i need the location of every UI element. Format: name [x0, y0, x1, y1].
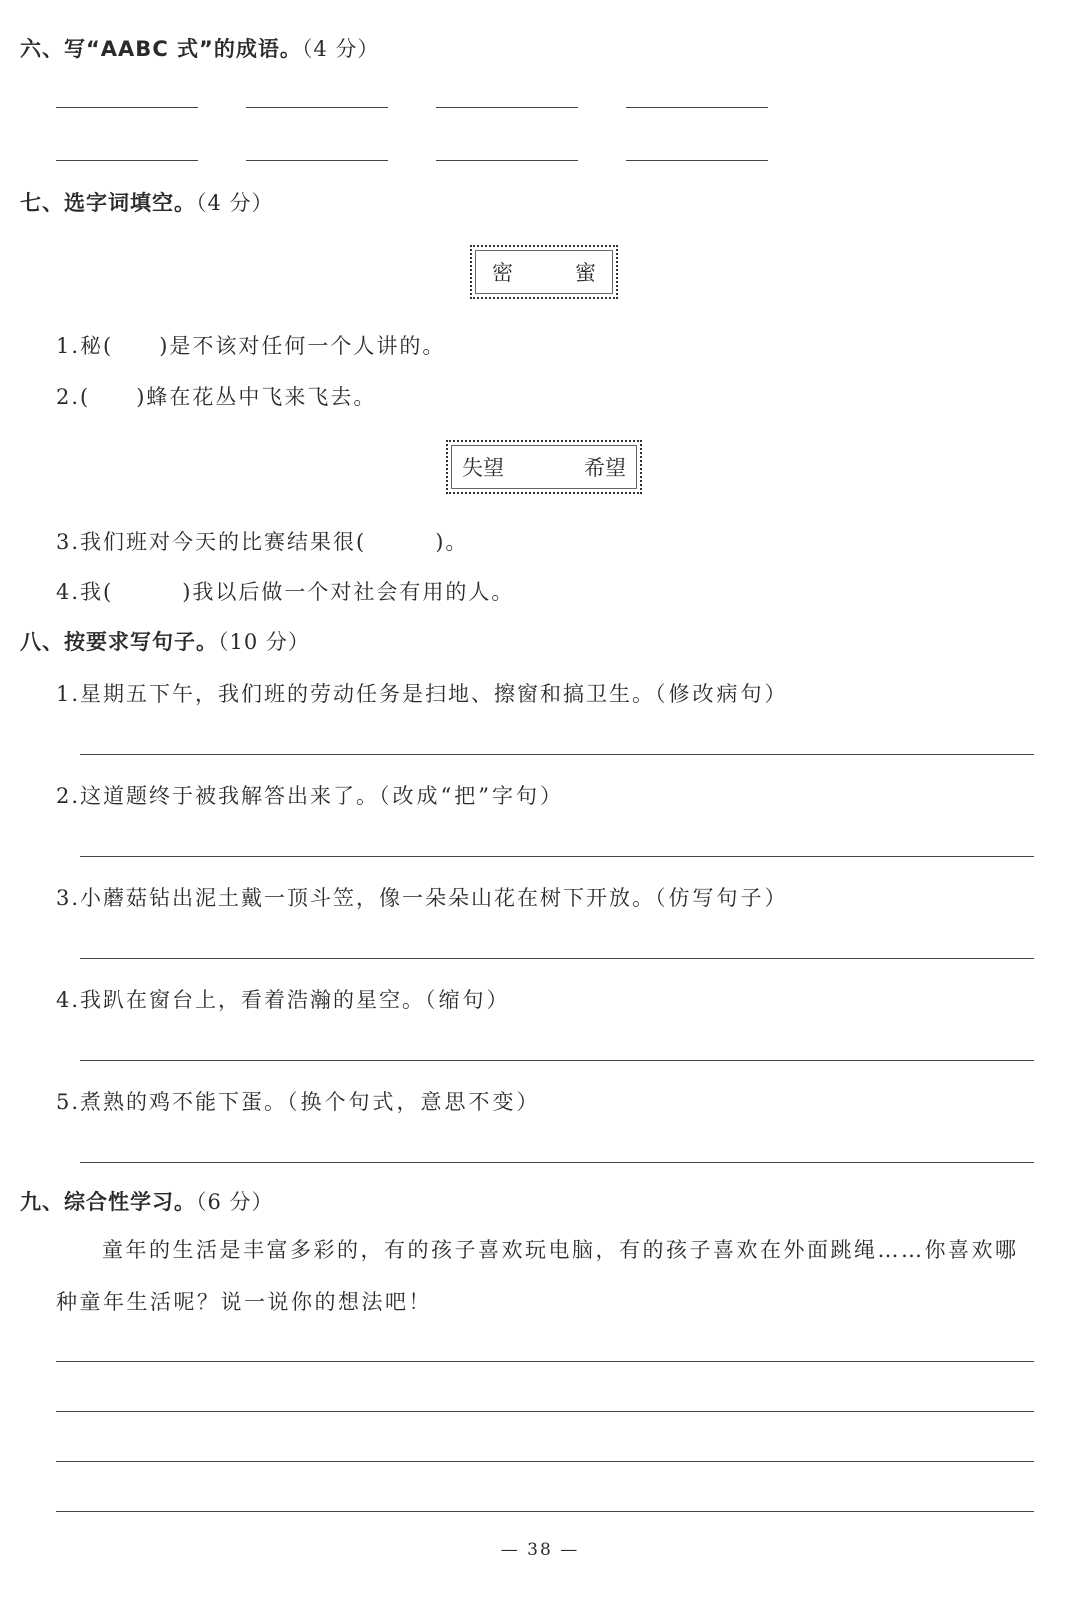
section-6-title: 六、写“AABC 式”的成语。	[20, 37, 302, 61]
sentence-task-text: 5.煮熟的鸡不能下蛋。	[56, 1090, 288, 1114]
section-9-points: （6 分）	[196, 1190, 274, 1214]
sentence-task-5	[56, 1086, 541, 1116]
sentence-task-4	[56, 984, 511, 1014]
essay-answer-line-2[interactable]	[56, 1411, 1034, 1412]
sentence-answer-line-4[interactable]	[80, 1060, 1034, 1061]
sentence-answer-line-2[interactable]	[80, 856, 1034, 857]
fill-question-3: 3.我们班对今天的比赛结果很( )。	[56, 530, 469, 554]
word-choice-box-1	[470, 245, 618, 299]
section-7-heading	[20, 187, 274, 217]
sentence-task-3	[56, 882, 789, 912]
sentence-answer-line-1[interactable]	[80, 754, 1034, 755]
section-9-title: 九、综合性学习。	[20, 1190, 196, 1214]
section-7-title: 七、选字词填空。	[20, 191, 196, 215]
word-choice-box-2	[446, 440, 642, 494]
comprehensive-prompt: 童年的生活是丰富多彩的，有的孩子喜欢玩电脑，有的孩子喜欢在外面跳绳……你喜欢哪种童年生活呢？说一说你的想法吧！	[56, 1238, 1019, 1314]
fill-question-1: 1.秘( )是不该对任何一个人讲的。	[56, 334, 446, 358]
word-option-mi: 密	[492, 261, 513, 285]
essay-answer-line-1[interactable]	[56, 1361, 1034, 1362]
sentence-task-2	[56, 780, 564, 810]
idiom-blank-6[interactable]	[246, 160, 388, 161]
section-8-title: 八、按要求写句子。	[20, 630, 218, 654]
idiom-blank-1[interactable]	[56, 107, 198, 108]
section-6-heading	[20, 33, 379, 63]
section-8-points: （10 分）	[218, 630, 310, 654]
fill-question-2: 2.( )蜂在花丛中飞来飞去。	[56, 385, 377, 409]
sentence-answer-line-5[interactable]	[80, 1162, 1034, 1163]
section-6-points: （4 分）	[301, 37, 380, 61]
section-9-heading	[20, 1186, 274, 1216]
idiom-blank-2[interactable]	[246, 107, 388, 108]
word-option-disappointed: 失望	[462, 456, 504, 480]
sentence-task-hint: （改成“把”字句）	[379, 784, 565, 808]
sentence-task-hint: （修改病句）	[655, 682, 789, 706]
idiom-blank-7[interactable]	[436, 160, 578, 161]
idiom-blank-4[interactable]	[626, 107, 768, 108]
section-8-heading	[20, 626, 310, 656]
sentence-answer-line-3[interactable]	[80, 958, 1034, 959]
word-option-hope: 希望	[584, 456, 626, 480]
idiom-blank-5[interactable]	[56, 160, 198, 161]
sentence-task-hint: （缩句）	[425, 988, 511, 1012]
essay-answer-line-3[interactable]	[56, 1461, 1034, 1462]
section-7-points: （4 分）	[196, 191, 274, 215]
sentence-task-text: 2.这道题终于被我解答出来了。	[56, 784, 380, 808]
idiom-blank-8[interactable]	[626, 160, 768, 161]
page-number: — 38 —	[500, 1540, 580, 1560]
essay-answer-line-4[interactable]	[56, 1511, 1034, 1512]
sentence-task-1	[56, 678, 789, 708]
sentence-task-text: 4.我趴在窗台上，看着浩瀚的星空。	[56, 988, 426, 1012]
sentence-task-hint: （换个句式，意思不变）	[287, 1090, 541, 1114]
fill-question-4: 4.我( )我以后做一个对社会有用的人。	[56, 580, 515, 604]
sentence-task-text: 3.小蘑菇钻出泥土戴一顶斗笠，像一朵朵山花在树下开放。	[56, 886, 656, 910]
sentence-task-hint: （仿写句子）	[655, 886, 789, 910]
sentence-task-text: 1.星期五下午，我们班的劳动任务是扫地、擦窗和搞卫生。	[56, 682, 656, 706]
idiom-blank-3[interactable]	[436, 107, 578, 108]
word-option-mi-honey: 蜜	[575, 261, 596, 285]
